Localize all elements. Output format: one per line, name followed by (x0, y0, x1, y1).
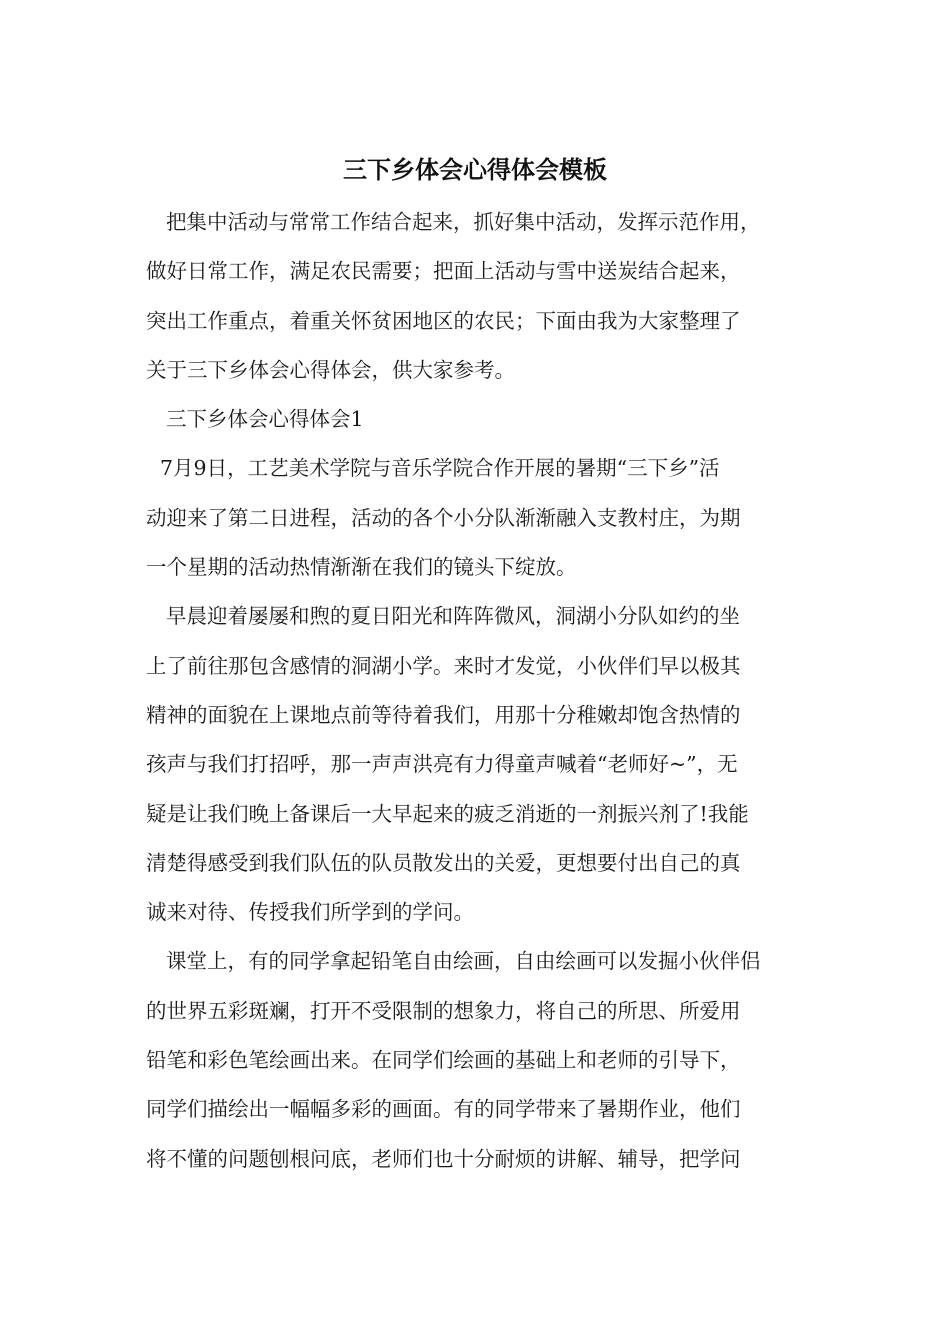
paragraph-line: 把集中活动与常常工作结合起来，抓好集中活动，发挥示范作用， (166, 210, 761, 234)
paragraph-line: 清楚得感受到我们队伍的队员散发出的关爱，更想要付出自己的真 (146, 850, 741, 875)
paragraph-line: 做好日常工作，满足农民需要；把面上活动与雪中送炭结合起来， (146, 259, 741, 284)
paragraph-line: 精神的面貌在上课地点前等待着我们，用那十分稚嫩却饱含热情的 (146, 702, 741, 727)
section-heading: 三下乡体会心得体会1 (166, 407, 364, 432)
paragraph-line: 同学们描绘出一幅幅多彩的画面。有的同学带来了暑期作业，他们 (146, 1097, 741, 1122)
paragraph-line: 突出工作重点，着重关怀贫困地区的农民；下面由我为大家整理了 (146, 308, 741, 333)
paragraph-line: 疑是让我们晚上备课后一大早起来的疲乏消逝的一剂振兴剂了!我能 (146, 801, 749, 826)
paragraph-line: 一个星期的活动热情渐渐在我们的镜头下绽放。 (146, 555, 577, 580)
paragraph-line: 早晨迎着屡屡和煦的夏日阳光和阵阵微风，洞湖小分队如约的坐 (166, 604, 740, 629)
paragraph-line: 关于三下乡体会心得体会，供大家参考。 (146, 357, 515, 382)
paragraph-line: 孩声与我们打招呼，那一声声洪亮有力得童声喊着“老师好~”，无 (146, 752, 738, 777)
paragraph-line: 课堂上，有的同学拿起铅笔自由绘画，自由绘画可以发掘小伙伴侣 (166, 949, 761, 974)
paragraph-line: 诚来对待、传授我们所学到的学问。 (146, 900, 474, 925)
paragraph-line: 上了前往那包含感情的洞湖小学。来时才发觉，小伙伴们早以极其 (146, 653, 741, 678)
document-title: 三下乡体会心得体会模板 (343, 156, 607, 184)
paragraph-line: 的世界五彩斑斓，打开不受限制的想象力，将自己的所思、所爱用 (146, 998, 741, 1023)
paragraph-line: 7月9日，工艺美术学院与音乐学院合作开展的暑期“三下乡”活 (160, 456, 720, 481)
paragraph-line: 将不懂的问题刨根问底，老师们也十分耐烦的讲解、辅导，把学问 (146, 1146, 741, 1171)
paragraph-line: 动迎来了第二日进程，活动的各个小分队渐渐融入支教村庄，为期 (146, 505, 741, 530)
paragraph-line: 铅笔和彩色笔绘画出来。在同学们绘画的基础上和老师的引导下， (146, 1048, 741, 1073)
document-body (146, 198, 814, 1184)
